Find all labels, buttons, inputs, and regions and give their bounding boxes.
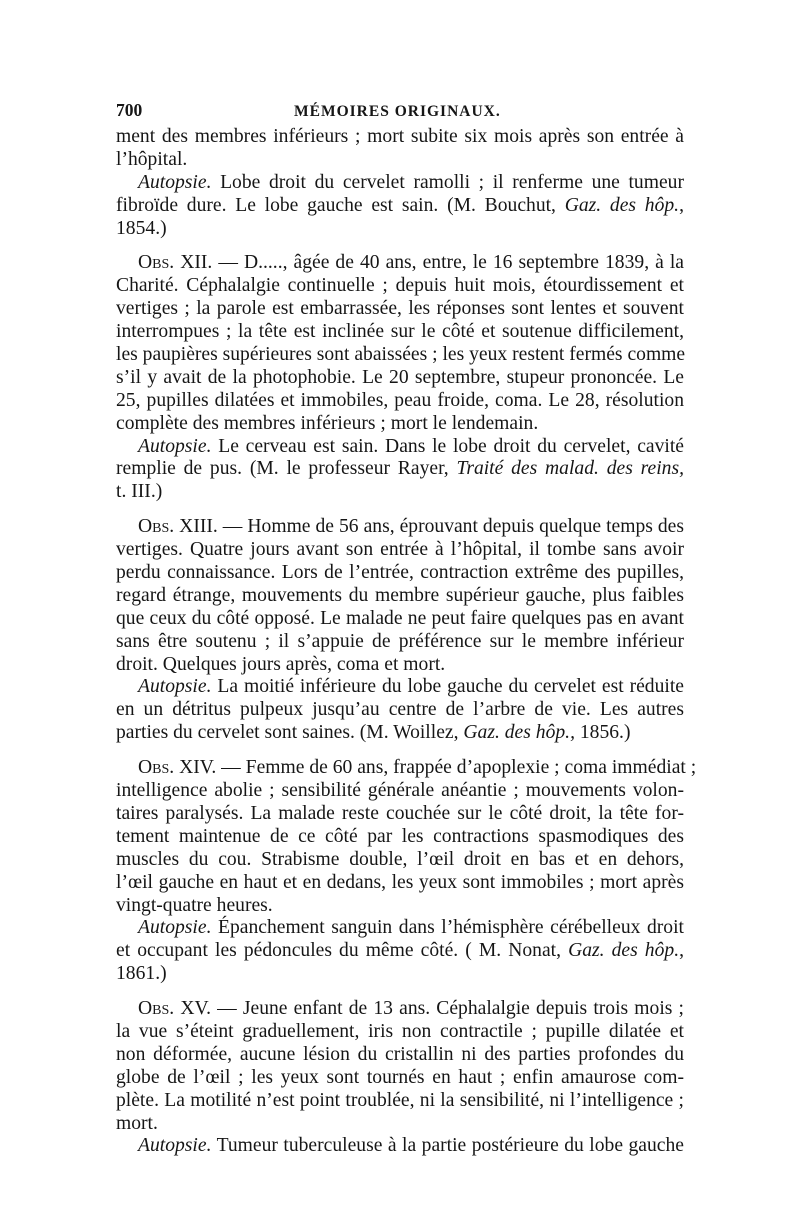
text-line: s’il y avait de la photophobie. Le 20 septembre, stupeur prononcée. Le: [116, 366, 684, 388]
text-line: ment des membres inférieurs ; mort subite six mois après son entrée à: [116, 126, 684, 147]
text-line: que ceux du côté opposé. Le malade ne peut faire quelques pas en avant: [116, 607, 684, 629]
text-line: l’œil gauche en haut et en dedans, les yeux sont immobiles ; mort après: [116, 871, 684, 893]
text-segment: Épanchement sanguin dans l’hémisphère cérébelleux droit: [211, 917, 684, 939]
text-line: globe de l’œil ; les yeux sont tournés en haut ; enfin amaurose com-: [116, 1066, 684, 1088]
text-line: les paupières supérieures sont abaissées ; les yeux restent fermés comme: [116, 344, 686, 366]
paragraph-gap: [116, 240, 684, 252]
text-line: Charité. Céphalalgie continuelle ; depuis huit mois, étourdissement et: [116, 275, 684, 297]
italic-text: Autopsie.: [138, 917, 212, 939]
italic-text: Gaz. des hôp.: [568, 940, 680, 962]
text-line: [116, 676, 684, 699]
text-line: tement maintenue de ce côté par les contractions spasmodiques des: [116, 825, 684, 847]
text-line: [116, 458, 684, 481]
italic-text: Autopsie.: [138, 171, 212, 193]
text-segment: La moitié inférieure du lobe gauche du cervelet est réduite: [211, 676, 684, 698]
text-segment: fibroïde dure. Le lobe gauche est sain. (M. Bouchut,: [116, 194, 565, 216]
paragraph: [116, 126, 684, 172]
text-line: interrompues ; la tête est inclinée sur le côté et soutenue difficilement,: [116, 321, 684, 343]
text-line: vertiges ; la parole est embarrassée, les réponses sont lentes et souvent: [116, 298, 684, 320]
text-line: l’hôpital.: [116, 148, 188, 170]
text-line: [116, 998, 684, 1021]
text-line: non déformée, aucune lésion du cristallin ni des parties profondes du: [116, 1043, 684, 1065]
obs-label: Obs.: [138, 516, 175, 538]
italic-text: Autopsie.: [138, 435, 212, 457]
text-line: mort.: [116, 1112, 158, 1134]
page-number: 700: [116, 100, 143, 120]
obs-label: Obs.: [138, 252, 175, 274]
text-line: [116, 195, 684, 218]
text-line: [116, 917, 684, 940]
text-line: [116, 757, 697, 780]
text-line: vingt-quatre heures.: [116, 894, 273, 916]
text-segment: 1856.): [574, 722, 631, 744]
text-line: 25, pupilles dilatées et immobiles, peau froide, coma. Le 28, résolution: [116, 389, 684, 411]
text-line: en un détritus pulpeux jusqu’au centre de l’arbre de vie. Les autres: [116, 699, 684, 721]
text-line: [116, 252, 684, 275]
italic-text: Traité des malad. des reins,: [456, 458, 684, 480]
paragraph-gap: [116, 745, 684, 757]
italic-text: Gaz. des hôp.: [564, 194, 680, 216]
text-line: regard étrange, mouvements du membre supérieur gauche, plus faibles: [116, 584, 684, 606]
text-line: [116, 516, 684, 539]
text-line: vertiges. Quatre jours avant son entrée à l’hôpital, il tombe sans avoir: [116, 539, 684, 561]
text-line: intelligence abolie ; sensibilité générale anéantie ; mouvements volon-: [116, 780, 684, 802]
paragraph: [116, 172, 684, 241]
text-segment: ,: [679, 194, 684, 216]
text-line: [116, 172, 684, 195]
text-segment: XIII. — Homme de 56 ans, éprouvant depuis quelque temps des: [174, 516, 684, 538]
text-line: 1861.): [116, 963, 167, 985]
text-segment: et occupant les pédoncules du même côté. ( M. Nonat,: [116, 940, 569, 962]
text-line: [116, 1135, 684, 1158]
text-line: taires paralysés. La malade reste couchée sur le côté droit, la tête for-: [116, 802, 684, 824]
paragraph: [116, 504, 684, 745]
italic-text: Autopsie.: [138, 1135, 212, 1157]
text-line: t. III.): [116, 481, 163, 503]
text-line: muscles du cou. Strabisme double, l’œil droit en bas et en dehors,: [116, 848, 684, 870]
obs-label: Obs.: [138, 998, 175, 1020]
paragraph: [116, 240, 684, 504]
text-segment: Le cerveau est sain. Dans le lobe droit du cervelet, cavité: [211, 435, 684, 457]
running-title: MÉMOIRES ORIGINAUX.: [294, 103, 501, 120]
text-segment: parties du cervelet sont saines. (M. Woillez,: [116, 722, 464, 744]
text-line: [116, 940, 684, 963]
text-line: [116, 436, 684, 459]
italic-text: Autopsie.: [138, 676, 212, 698]
italic-text: Gaz. des hôp.,: [463, 722, 575, 744]
text-segment: XII. — D....., âgée de 40 ans, entre, le 16 septembre 1839, à la: [174, 252, 684, 274]
text-segment: ,: [679, 940, 684, 962]
page-header: [116, 100, 684, 126]
text-segment: XIV. — Femme de 60 ans, frappée d’apoplexie ; coma immédiat ;: [174, 757, 697, 779]
text-line: droit. Quelques jours après, coma et mort.: [116, 653, 446, 675]
text-segment: Tumeur tuberculeuse à la partie postérieure du lobe gauche: [211, 1135, 684, 1157]
text-line: 1854.): [116, 217, 167, 239]
obs-label: Obs.: [138, 757, 175, 779]
body-text: [116, 126, 697, 1158]
text-line: sans être soutenu ; il s’appuie de préférence sur le membre inférieur: [116, 630, 684, 652]
text-segment: XV. — Jeune enfant de 13 ans. Céphalalgie depuis trois mois ;: [174, 998, 684, 1020]
paragraph: [116, 986, 684, 1158]
text-segment: remplie de pus. (M. le professeur Rayer,: [116, 458, 457, 480]
text-segment: Lobe droit du cervelet ramolli ; il renferme une tumeur: [211, 171, 684, 193]
paragraph: [116, 745, 697, 986]
text-line: la vue s’éteint graduellement, iris non contractile ; pupille dilatée et: [116, 1020, 684, 1042]
book-page: [116, 100, 697, 1158]
text-line: complète des membres inférieurs ; mort le lendemain.: [116, 412, 539, 434]
text-line: plète. La motilité n’est point troublée, ni la sensibilité, ni l’intelligence ;: [116, 1089, 684, 1111]
text-line: [116, 722, 684, 745]
paragraph-gap: [116, 504, 684, 516]
paragraph-gap: [116, 986, 684, 998]
text-line: perdu connaissance. Lors de l’entrée, contraction extrême des pupilles,: [116, 562, 684, 584]
